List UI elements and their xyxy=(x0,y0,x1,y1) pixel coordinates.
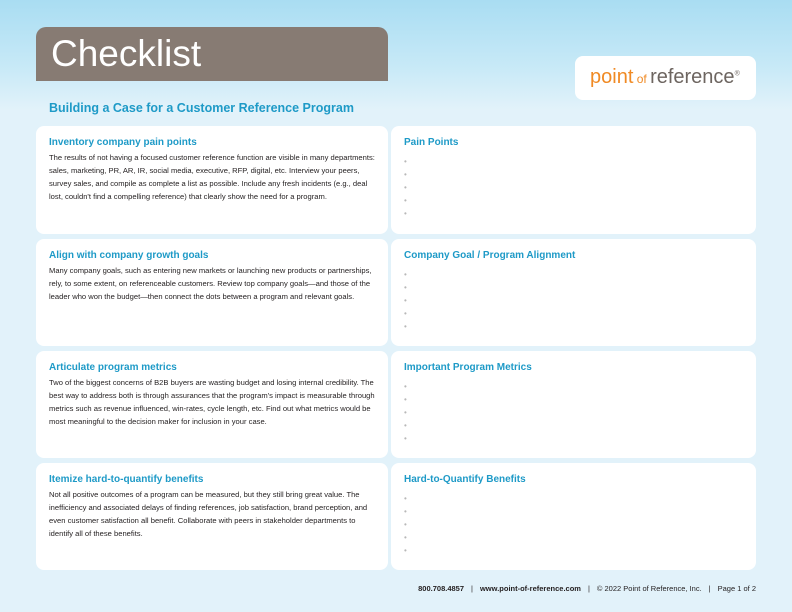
notes-bullet[interactable]: • xyxy=(404,395,407,404)
section-title: Inventory company pain points xyxy=(49,137,197,148)
notes-title: Important Program Metrics xyxy=(404,362,532,373)
footer-copyright: © 2022 Point of Reference, Inc. xyxy=(596,584,702,593)
notes-bullet[interactable]: • xyxy=(404,507,407,516)
page-footer xyxy=(418,584,756,593)
section-body: Not all positive outcomes of a program can be measured, but they still bring great value. The inefficiency and associated delays of finding references, job satisfaction, brand perception, and even customer satisfaction all benefit. Collaborate with peers in stakeholder departments to identify all of these benefits. xyxy=(49,490,368,538)
section-card-program-metrics xyxy=(36,351,388,458)
notes-bullet[interactable]: • xyxy=(404,494,407,503)
notes-card-growth-goals xyxy=(391,239,756,346)
notes-bullet[interactable]: • xyxy=(404,309,407,318)
footer-website-link[interactable]: www.point-of-reference.com xyxy=(479,584,581,593)
notes-bullet[interactable]: • xyxy=(404,270,407,279)
page-subtitle: Building a Case for a Customer Reference Program xyxy=(49,101,354,115)
notes-bullet[interactable]: • xyxy=(404,283,407,292)
notes-title: Company Goal / Program Alignment xyxy=(404,250,576,261)
logo-registered-mark: ® xyxy=(734,70,740,78)
notes-bullet-list xyxy=(404,492,407,557)
notes-bullet[interactable]: • xyxy=(404,382,407,391)
page-title: Checklist xyxy=(51,33,202,74)
company-logo xyxy=(575,56,756,100)
section-body: Many company goals, such as entering new markets or launching new products or partnerships, rely, to some extent, on referenceable customers. Review top company goals—and those of the leader who won the budget—then connect the dots between a program and relevant goals. xyxy=(49,266,372,301)
logo-wordmark xyxy=(590,66,740,89)
notes-bullet[interactable]: • xyxy=(404,183,407,192)
notes-bullet[interactable]: • xyxy=(404,421,407,430)
logo-point: point xyxy=(590,66,634,88)
notes-bullet[interactable]: • xyxy=(404,296,407,305)
notes-bullet[interactable]: • xyxy=(404,520,407,529)
notes-bullet[interactable]: • xyxy=(404,322,407,331)
notes-bullet[interactable]: • xyxy=(404,434,407,443)
logo-of: of xyxy=(633,72,651,86)
notes-title: Hard-to-Quantify Benefits xyxy=(404,474,526,485)
section-title: Align with company growth goals xyxy=(49,250,209,261)
notes-title: Pain Points xyxy=(404,137,459,148)
section-card-benefits xyxy=(36,463,388,570)
footer-separator: | xyxy=(587,584,590,593)
notes-bullet-list xyxy=(404,380,407,445)
notes-bullet[interactable]: • xyxy=(404,157,407,166)
section-card-pain-points xyxy=(36,126,388,234)
notes-card-program-metrics xyxy=(391,351,756,458)
notes-bullet[interactable]: • xyxy=(404,196,407,205)
notes-bullet[interactable]: • xyxy=(404,533,407,542)
notes-bullet[interactable]: • xyxy=(404,546,407,555)
section-body: Two of the biggest concerns of B2B buyers are wasting budget and losing internal credibility. The best way to address both is through assurances that the program's impact is measurable through metrics such as revenue influenced, win-rates, cycle length, etc. Find out what metrics would be most meaningful to the decision maker for inclusion in your case. xyxy=(49,378,375,426)
notes-bullet[interactable]: • xyxy=(404,170,407,179)
footer-page-number: Page 1 of 2 xyxy=(717,584,756,593)
section-card-growth-goals xyxy=(36,239,388,346)
footer-separator: | xyxy=(708,584,711,593)
footer-phone[interactable]: 800.708.4857 xyxy=(418,584,465,593)
section-title: Itemize hard-to-quantify benefits xyxy=(49,474,204,485)
notes-bullet-list xyxy=(404,268,407,333)
notes-card-benefits xyxy=(391,463,756,570)
notes-bullet-list xyxy=(404,155,407,220)
section-body: The results of not having a focused customer reference function are visible in many departments: sales, marketing, PR, AR, IR, social media, executive, RFP, digital, etc. Interview your peers, survey sales, and compile as complete a list as possible. Include any fresh incidents (e.g., deal lost, couldn't find a compelling reference) that clearly show the need for a program. xyxy=(49,153,375,201)
footer-separator: | xyxy=(471,584,473,593)
title-tab xyxy=(36,27,388,81)
logo-reference: reference xyxy=(650,66,735,88)
notes-bullet[interactable]: • xyxy=(404,209,407,218)
notes-card-pain-points xyxy=(391,126,756,234)
section-title: Articulate program metrics xyxy=(49,362,177,373)
notes-bullet[interactable]: • xyxy=(404,408,407,417)
